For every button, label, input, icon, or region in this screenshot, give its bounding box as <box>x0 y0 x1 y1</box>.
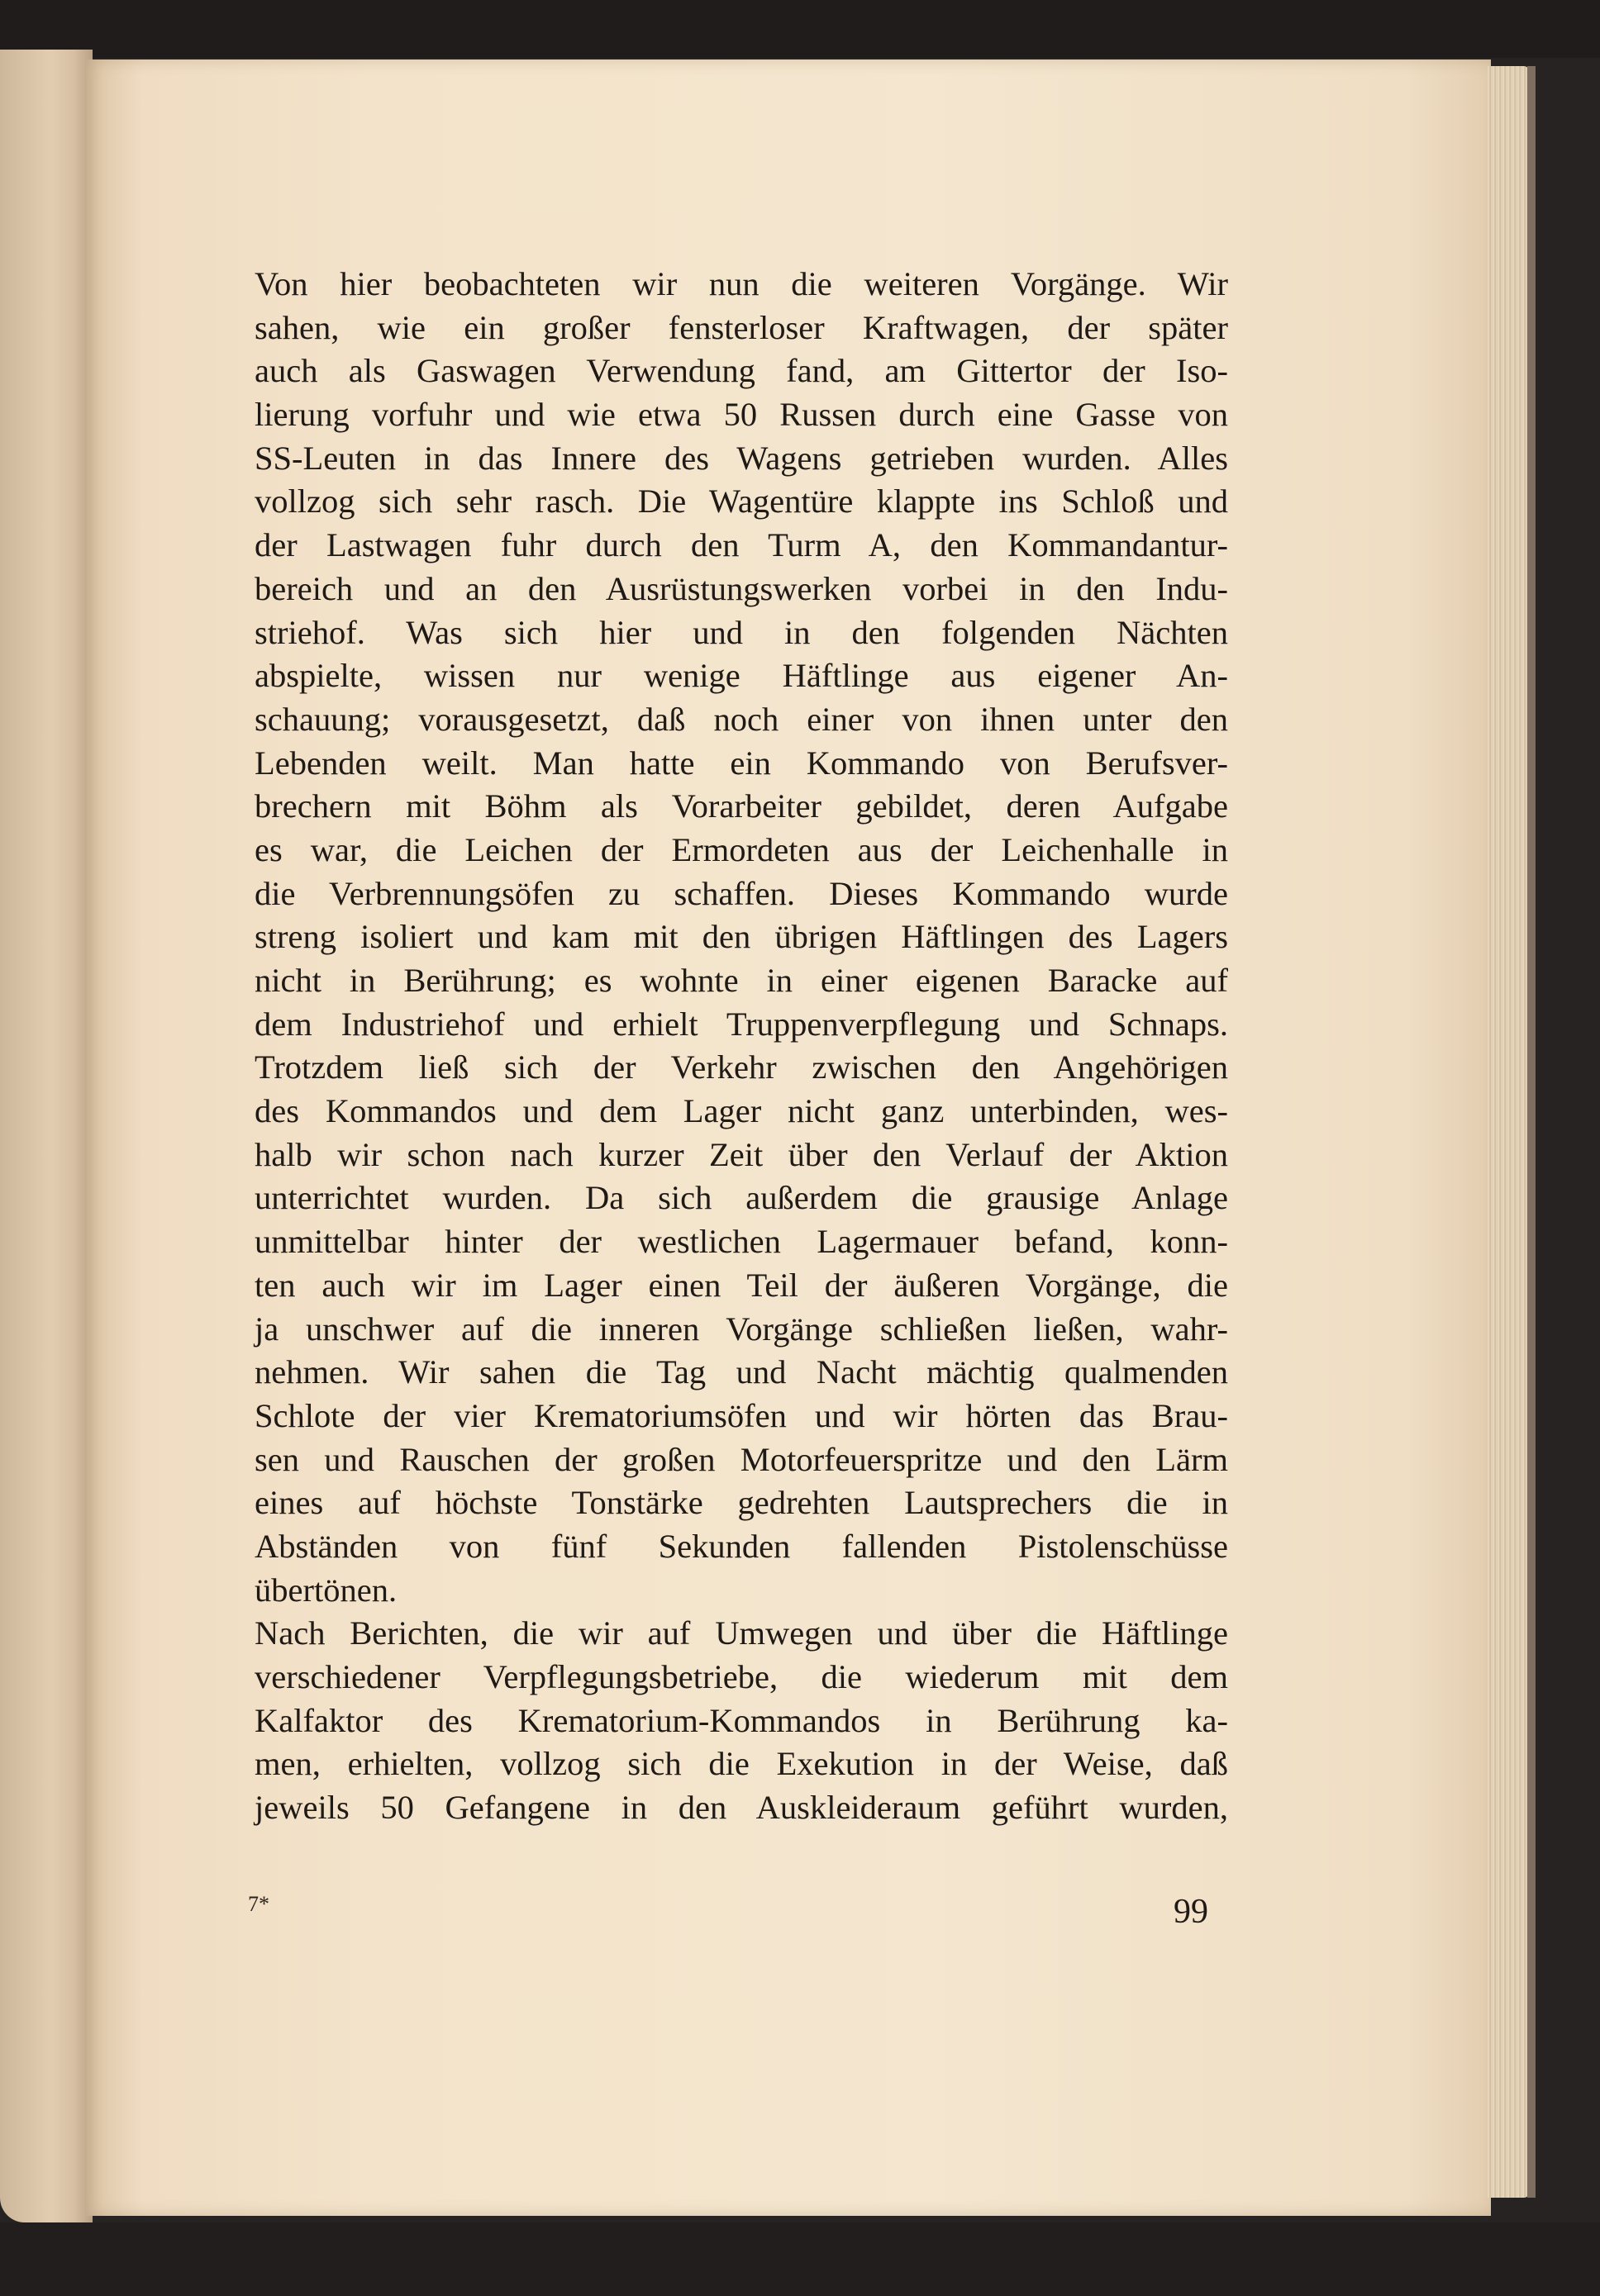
text-line: Schlote der vier Krematoriumsöfen und wir hörten das Brau- <box>255 1396 1228 1434</box>
text-line: verschiedener Verpflegungsbetriebe, die wiederum mit dem <box>255 1658 1228 1695</box>
text-line: streng isoliert und kam mit den übrigen Häftlingen des Lagers <box>255 918 1228 956</box>
text-line: halb wir schon nach kurzer Zeit über den Verlauf der Aktion <box>255 1135 1228 1173</box>
text-line: nehmen. Wir sahen die Tag und Nacht mächtig qualmenden <box>255 1353 1228 1391</box>
text-line: unmittelbar hinter der westlichen Lagermauer befand, konn- <box>255 1223 1228 1261</box>
text-line: SS-Leuten in das Innere des Wagens getrieben wurden. Alles <box>255 439 1228 477</box>
text-line: Abständen von fünf Sekunden fallenden Pistolenschüsse <box>255 1527 1228 1565</box>
scan-background-top <box>0 0 1600 58</box>
text-line: Von hier beobachteten wir nun die weiteren Vorgänge. Wir <box>255 265 1228 302</box>
paragraph-2 <box>255 1612 1228 1829</box>
text-line: lierung vorfuhr und wie etwa 50 Russen durch eine Gasse von <box>255 396 1228 434</box>
text-line: Kalfaktor des Krematorium-Kommandos in Berührung ka- <box>255 1701 1228 1739</box>
body-text <box>255 263 1228 1830</box>
facing-page-edge <box>0 50 93 2222</box>
text-line: nicht in Berührung; es wohnte in einer eigenen Baracke auf <box>255 962 1228 999</box>
text-line: ten auch wir im Lager einen Teil der äußeren Vorgänge, die <box>255 1266 1228 1304</box>
text-line: Lebenden weilt. Man hatte ein Kommando von Berufsver- <box>255 744 1228 782</box>
text-line: sahen, wie ein großer fensterloser Kraftwagen, der später <box>255 308 1228 346</box>
text-line: vollzog sich sehr rasch. Die Wagentüre klappte ins Schloß und <box>255 482 1228 521</box>
text-line: abspielte, wissen nur wenige Häftlinge aus eigener An- <box>255 657 1228 695</box>
text-line: men, erhielten, vollzog sich die Exekution in der Weise, daß <box>255 1745 1228 1783</box>
printer-signature-mark: 7* <box>248 1892 269 1916</box>
text-line: der Lastwagen fuhr durch den Turm A, den Kommandantur- <box>255 526 1228 564</box>
text-line: brechern mit Böhm als Vorarbeiter gebildet, deren Aufgabe <box>255 787 1228 825</box>
text-line: übertönen. <box>255 1571 398 1609</box>
text-line: schauung; vorausgesetzt, daß noch einer von ihnen unter den <box>255 700 1228 738</box>
text-line: eines auf höchste Tonstärke gedrehten Lautsprechers die in <box>255 1484 1228 1522</box>
text-line: jeweils 50 Gefangene in den Auskleideraum geführt wurden, <box>255 1789 1228 1827</box>
text-line: sen und Rauschen der großen Motorfeuerspritze und den Lärm <box>255 1440 1228 1478</box>
scan-background-bottom <box>0 2222 1600 2296</box>
text-line: dem Industriehof und erhielt Truppenverpflegung und Schnaps. <box>255 1005 1228 1043</box>
text-line: Trotzdem ließ sich der Verkehr zwischen den Angehörigen <box>255 1048 1228 1086</box>
text-line: die Verbrennungsöfen zu schaffen. Dieses Kommando wurde <box>255 874 1228 912</box>
text-line: striehof. Was sich hier und in den folgenden Nächten <box>255 613 1228 651</box>
text-line: es war, die Leichen der Ermordeten aus der Leichenhalle in <box>255 830 1228 868</box>
paragraph-1 <box>255 263 1228 1612</box>
text-line: auch als Gaswagen Verwendung fand, am Gittertor der Iso- <box>255 352 1228 390</box>
page-stack-edges <box>1488 66 1529 2198</box>
text-line: unterrichtet wurden. Da sich außerdem die grausige Anlage <box>255 1179 1228 1217</box>
text-line: ja unschwer auf die inneren Vorgänge schließen ließen, wahr- <box>255 1310 1228 1348</box>
text-line: des Kommandos und dem Lager nicht ganz unterbinden, wes- <box>255 1092 1228 1130</box>
page-number: 99 <box>1174 1893 1208 1931</box>
text-line: Nach Berichten, die wir auf Umwegen und über die Häftlinge <box>255 1614 1228 1652</box>
text-line: bereich und an den Ausrüstungswerken vorbei in den Indu- <box>255 569 1228 607</box>
